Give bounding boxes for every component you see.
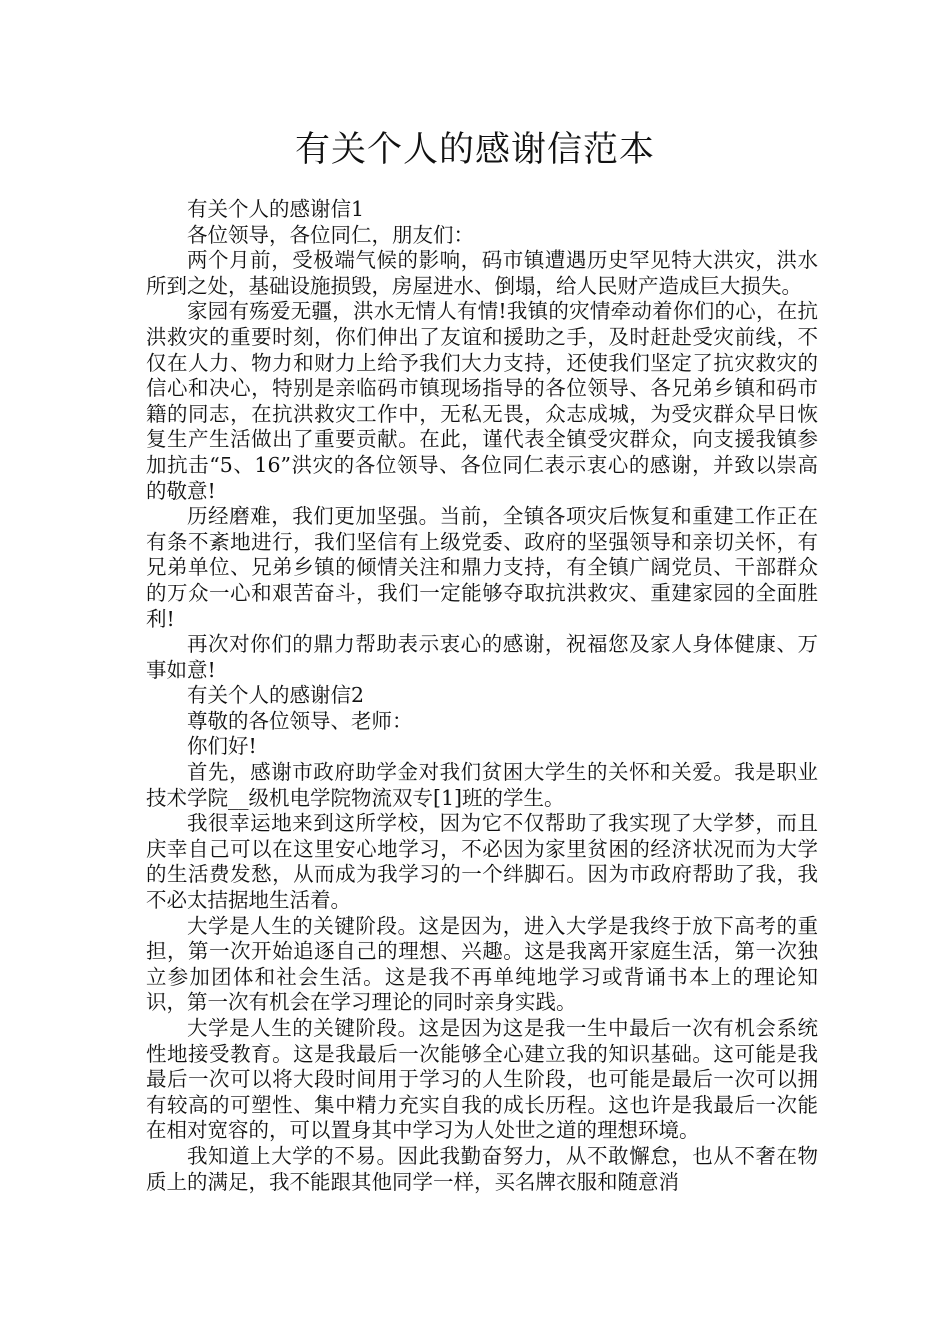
body-paragraph: 家园有殇爱无疆，洪水无情人有情!我镇的灾情牵动着你们的心，在抗洪救灾的重要时刻，你们伸出了友谊和援助之手，及时赶赴受灾前线，不仅在人力、物力和财力上给予我们大力支持，还使我们坚定了抗灾救灾的信心和决心，特别是亲临码市镇现场指导的各位领导、各兄弟乡镇和码市籍的同志，在抗洪救灾工作中，无私无畏，众志成城，为受灾群众早日恢复生产生活做出了重要贡献。在此，谨代表全镇受灾群众，向支援我镇参加抗击“5、16”洪灾的各位领导、各位同仁表示衷心的感谢，并致以崇高的敬意!: [146, 299, 818, 503]
body-paragraph: 大学是人生的关键阶段。这是因为，进入大学是我终于放下高考的重担，第一次开始追逐自己的理想、兴趣。这是我离开家庭生活，第一次独立参加团体和社会生活。这是我不再单纯地学习或背诵书本上的理论知识，第一次有机会在学习理论的同时亲身实践。: [146, 913, 818, 1015]
letter-1-salutation: 各位领导，各位同仁，朋友们：: [187, 222, 474, 247]
body-paragraph: 我很幸运地来到这所学校，因为它不仅帮助了我实现了大学梦，而且庆幸自己可以在这里安心地学习，不必因为家里贫困的经济状况而为大学的生活费发愁，从而成为我学习的一个绊脚石。因为市政府帮助了我，我不必太拮据地生活着。: [146, 811, 818, 913]
body-paragraph: 我知道上大学的不易。因此我勤奋努力，从不敢懈怠，也从不奢在物质上的满足，我不能跟其他同学一样，买名牌衣服和随意消: [146, 1143, 818, 1194]
letter-2-greeting: 你们好!: [187, 734, 257, 759]
document-body: [146, 197, 818, 1195]
document-title: 有关个人的感谢信范本: [294, 130, 655, 170]
letter-2-heading: 有关个人的感谢信2: [187, 683, 365, 708]
body-paragraph: 大学是人生的关键阶段。这是因为这是我一生中最后一次有机会系统性地接受教育。这是我最后一次能够全心建立我的知识基础。这可能是我最后一次可以将大段时间用于学习的人生阶段，也可能是最后一次可以拥有较高的可塑性、集中精力充实自我的成长历程。这也许是我最后一次能在相对宽容的，可以置身其中学习为人处世之道的理想环境。: [146, 1016, 818, 1143]
body-paragraph: 历经磨难，我们更加坚强。当前，全镇各项灾后恢复和重建工作正在有条不紊地进行，我们坚信有上级党委、政府的坚强领导和亲切关怀，有兄弟单位、兄弟乡镇的倾情关注和鼎力支持，有全镇广阔党员、干部群众的万众一心和艰苦奋斗，我们一定能够夺取抗洪救灾、重建家园的全面胜利!: [146, 504, 818, 631]
letter-1-heading: 有关个人的感谢信1: [187, 197, 365, 221]
body-paragraph: 两个月前，受极端气候的影响，码市镇遭遇历史罕见特大洪灾，洪水所到之处，基础设施损毁，房屋进水、倒塌，给人民财产造成巨大损失。: [146, 248, 818, 298]
body-paragraph: 再次对你们的鼎力帮助表示衷心的感谢，祝福您及家人身体健康、万事如意!: [146, 632, 818, 682]
body-paragraph: 首先，感谢市政府助学金对我们贫困大学生的关怀和关爱。我是职业技术学院__级机电学院物流双专[1]班的学生。: [146, 760, 818, 810]
letter-2-salutation: 尊敬的各位领导、老师：: [187, 708, 413, 733]
